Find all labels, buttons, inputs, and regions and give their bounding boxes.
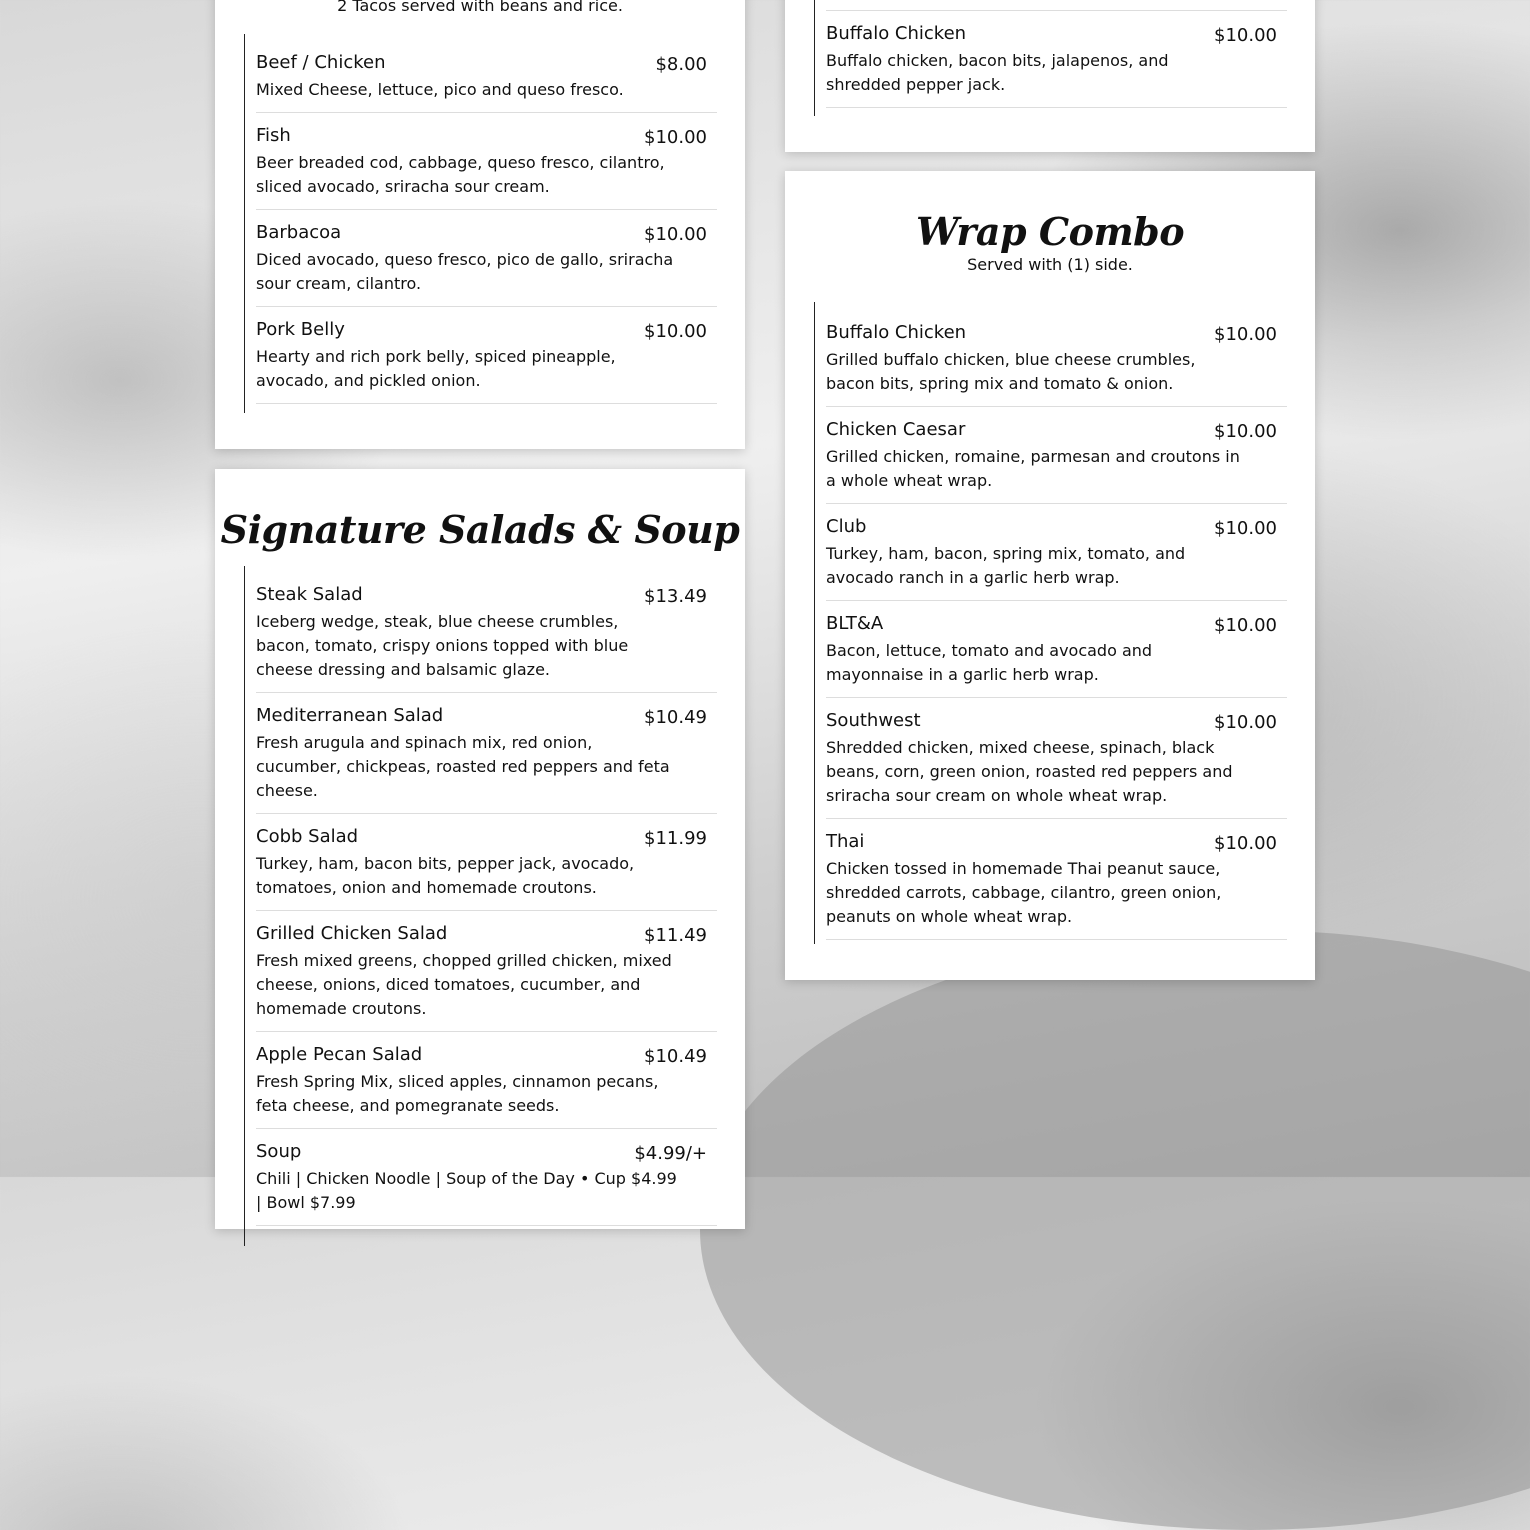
tacos-subtitle: 2 Tacos served with beans and rice. bbox=[337, 0, 623, 15]
item-name: Buffalo Chicken bbox=[826, 322, 967, 343]
melts-card bbox=[785, 0, 1315, 152]
menu-item bbox=[826, 11, 1287, 108]
item-desc: Bacon, lettuce, tomato and avocado and mayonnaise in a garlic herb wrap. bbox=[826, 641, 1153, 684]
menu-item bbox=[826, 302, 1287, 407]
item-name: Thai bbox=[826, 831, 865, 852]
item-name: BLT&A bbox=[826, 613, 884, 634]
background-photo bbox=[700, 930, 1530, 1530]
item-price: $10.00 bbox=[1214, 615, 1277, 636]
item-name: Mediterranean Salad bbox=[256, 705, 444, 726]
item-name: Grilled Chicken Salad bbox=[256, 923, 448, 944]
item-desc: Diced avocado, queso fresco, pico de gallo, sriracha sour cream, cilantro. bbox=[256, 250, 674, 293]
item-desc: Chili | Chicken Noodle | Soup of the Day • Cup $4.99 | Bowl $7.99 bbox=[256, 1169, 677, 1212]
item-desc: Beer breaded cod, cabbage, queso fresco, cilantro, sliced avocado, sriracha sour cream. bbox=[256, 153, 665, 196]
wrap-combo-card bbox=[785, 171, 1315, 980]
wrap-item-list bbox=[814, 302, 1287, 944]
item-desc: Turkey, ham, bacon bits, pepper jack, avocado, tomatoes, onion and homemade croutons. bbox=[256, 854, 635, 897]
item-name: Soup bbox=[256, 1141, 302, 1162]
item-price: $11.49 bbox=[644, 925, 707, 946]
item-price: $10.00 bbox=[1214, 421, 1277, 442]
item-price: $11.99 bbox=[644, 828, 707, 849]
menu-item bbox=[256, 1032, 717, 1129]
menu-item bbox=[826, 601, 1287, 698]
menu-item bbox=[256, 34, 717, 113]
item-desc: Mixed Cheese, lettuce, pico and queso fresco. bbox=[256, 80, 624, 99]
item-desc: Chicken tossed in homemade Thai peanut sauce, shredded carrots, cabbage, cilantro, green onion, peanuts on whole wheat wrap. bbox=[826, 859, 1222, 926]
item-price: $10.00 bbox=[644, 321, 707, 342]
tacos-item-list bbox=[244, 34, 717, 413]
item-name: Southwest bbox=[826, 710, 921, 731]
menu-item bbox=[256, 307, 717, 404]
item-desc: Fresh mixed greens, chopped grilled chicken, mixed cheese, onions, diced tomatoes, cucumber, and homemade croutons. bbox=[256, 951, 672, 1018]
item-desc: Buffalo chicken, bacon bits, jalapenos, and shredded pepper jack. bbox=[826, 51, 1169, 94]
item-price: $10.00 bbox=[1214, 712, 1277, 733]
item-price: $10.00 bbox=[1214, 518, 1277, 539]
item-price: $8.00 bbox=[655, 54, 707, 75]
melts-item-list bbox=[814, 0, 1287, 116]
item-desc: Fresh arugula and spinach mix, red onion, cucumber, chickpeas, roasted red peppers and feta cheese. bbox=[256, 733, 670, 800]
item-name: Chicken Caesar bbox=[826, 419, 966, 440]
item-name: Cobb Salad bbox=[256, 826, 359, 847]
item-name: Beef / Chicken bbox=[256, 52, 386, 73]
item-price: $10.00 bbox=[1214, 833, 1277, 854]
item-desc: Turkey, ham, bacon, spring mix, tomato, and avocado ranch in a garlic herb wrap. bbox=[826, 544, 1186, 587]
menu-item bbox=[256, 814, 717, 911]
section-subtitle: Served with (1) side. bbox=[967, 255, 1133, 274]
item-desc: Hearty and rich pork belly, spiced pineapple, avocado, and pickled onion. bbox=[256, 347, 616, 390]
item-name: Buffalo Chicken bbox=[826, 23, 967, 44]
menu-item bbox=[256, 113, 717, 210]
item-desc: Grilled buffalo chicken, blue cheese crumbles, bacon bits, spring mix and tomato & onion. bbox=[826, 350, 1196, 393]
item-price: $10.00 bbox=[644, 224, 707, 245]
item-price: $10.49 bbox=[644, 1046, 707, 1067]
tacos-card bbox=[215, 0, 745, 449]
item-price: $10.00 bbox=[644, 127, 707, 148]
item-desc: Grilled chicken, romaine, parmesan and croutons in a whole wheat wrap. bbox=[826, 447, 1240, 490]
item-name: Apple Pecan Salad bbox=[256, 1044, 423, 1065]
menu-item bbox=[826, 407, 1287, 504]
menu-item bbox=[256, 1129, 717, 1226]
section-title: Wrap Combo bbox=[915, 209, 1185, 254]
item-name: Pork Belly bbox=[256, 319, 345, 340]
item-price: $13.49 bbox=[644, 586, 707, 607]
section-title: Signature Salads & Soup bbox=[220, 507, 740, 552]
item-price: $4.99/+ bbox=[634, 1143, 707, 1164]
menu-item bbox=[256, 210, 717, 307]
menu-item bbox=[256, 566, 717, 693]
salad-item-list bbox=[244, 566, 717, 1246]
salads-card bbox=[215, 469, 745, 1229]
menu-item bbox=[256, 911, 717, 1032]
menu-item bbox=[826, 698, 1287, 819]
item-price: $10.00 bbox=[1214, 25, 1277, 46]
menu-item bbox=[826, 504, 1287, 601]
item-name: Steak Salad bbox=[256, 584, 363, 605]
item-desc: Shredded chicken, mixed cheese, spinach, black beans, corn, green onion, roasted red peppers and sriracha sour cream on whole wheat wrap. bbox=[826, 738, 1233, 805]
item-price: $10.00 bbox=[1214, 324, 1277, 345]
item-name: Barbacoa bbox=[256, 222, 342, 243]
menu-item bbox=[256, 693, 717, 814]
item-desc: Fresh Spring Mix, sliced apples, cinnamon pecans, feta cheese, and pomegranate seeds. bbox=[256, 1072, 659, 1115]
divider bbox=[826, 0, 1287, 11]
item-desc: Iceberg wedge, steak, blue cheese crumbles, bacon, tomato, crispy onions topped with blue cheese dressing and balsamic glaze. bbox=[256, 612, 629, 679]
item-price: $10.49 bbox=[644, 707, 707, 728]
item-name: Club bbox=[826, 516, 867, 537]
menu-item bbox=[826, 819, 1287, 940]
item-name: Fish bbox=[256, 125, 291, 146]
